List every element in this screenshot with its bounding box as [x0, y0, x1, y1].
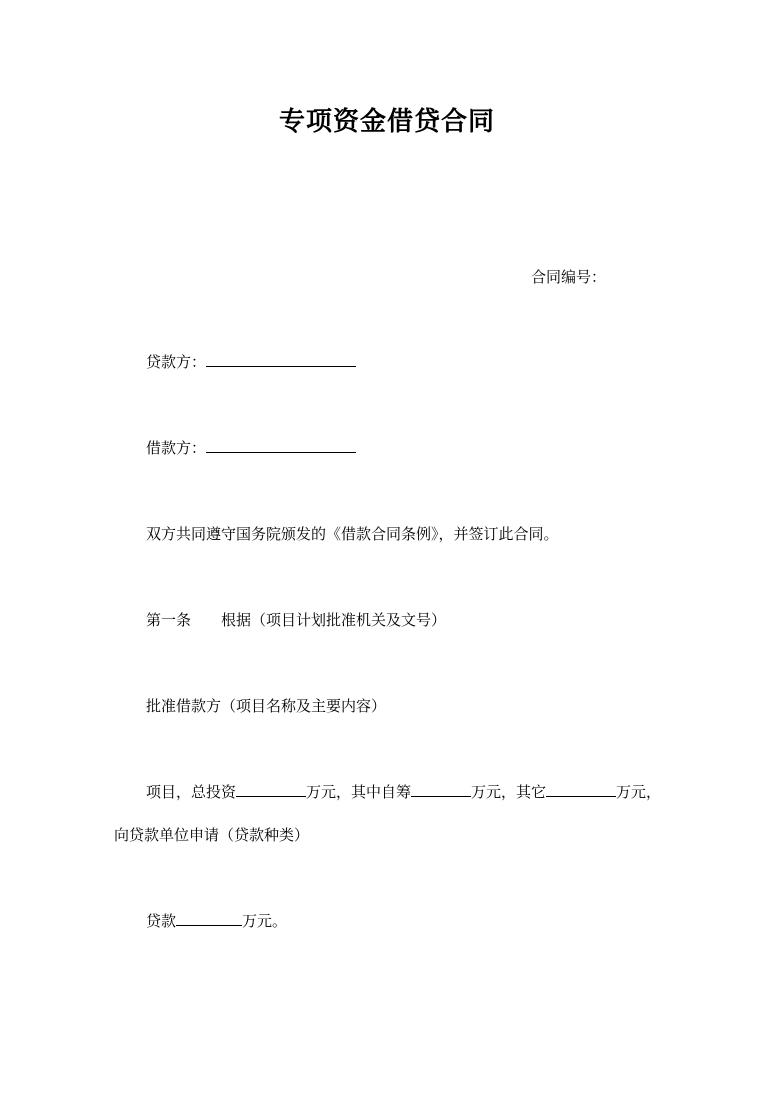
lender-blank[interactable] [206, 351, 356, 367]
borrower-blank[interactable] [206, 437, 356, 453]
project-investment-row [146, 781, 661, 803]
loan-amount-row [146, 910, 287, 932]
project-text-2: 万元，其中自筹 [306, 783, 412, 801]
borrower-label: 借款方： [146, 439, 207, 457]
self-raised-blank[interactable] [411, 781, 471, 797]
contract-number-label: 合同编号： [531, 268, 607, 286]
total-investment-blank[interactable] [236, 781, 306, 797]
apply-line: 向贷款单位申请（贷款种类） [114, 826, 310, 844]
loan-text-2: 万元。 [242, 912, 288, 930]
project-text-4: 万元， [616, 783, 662, 801]
loan-amount-blank[interactable] [176, 910, 242, 926]
other-funds-blank[interactable] [546, 781, 616, 797]
loan-text-1: 贷款 [146, 912, 177, 930]
lender-label: 贷款方： [146, 353, 207, 371]
lender-row [146, 351, 356, 373]
document-title: 专项资金借贷合同 [278, 107, 495, 137]
article-1-text: 根据（项目计划批准机关及文号） [221, 611, 447, 629]
article-1-number: 第一条 [146, 611, 192, 629]
project-text-1: 项目，总投资 [146, 783, 237, 801]
preamble-text: 双方共同遵守国务院颁发的《借款合同条例》，并签订此合同。 [146, 525, 559, 543]
borrower-row [146, 437, 356, 459]
article-1-row [146, 609, 446, 631]
project-text-3: 万元，其它 [471, 783, 547, 801]
approval-text: 批准借款方（项目名称及主要内容） [146, 697, 387, 715]
